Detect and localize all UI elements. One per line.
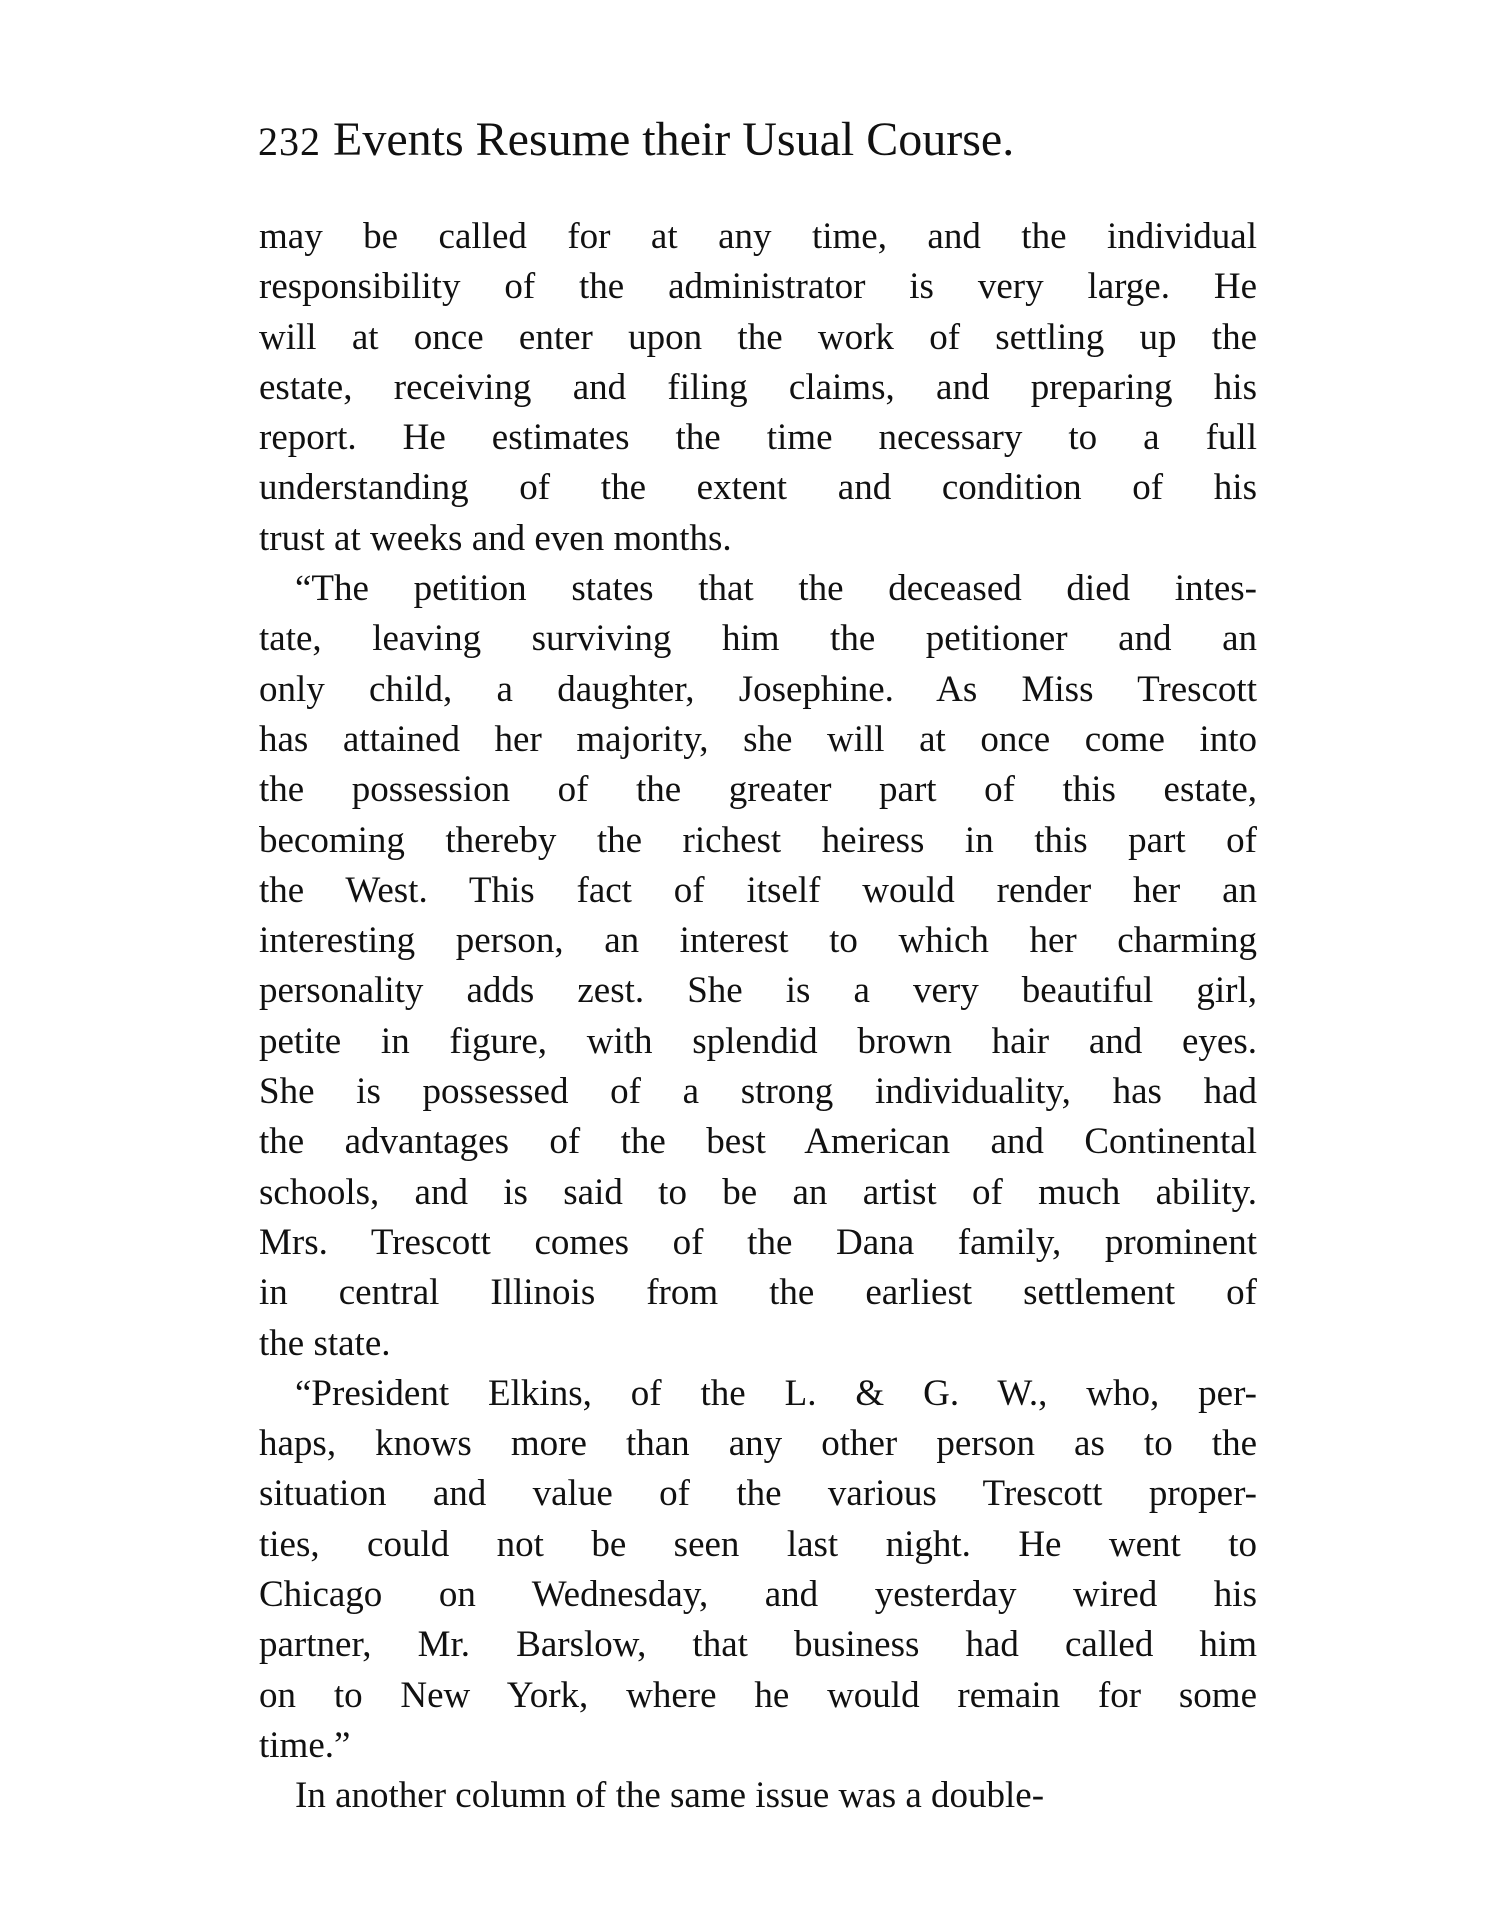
text-line: Mrs. Trescott comes of the Dana family, prominent bbox=[259, 1221, 1257, 1263]
text-line: becoming thereby the richest heiress in this part of bbox=[259, 819, 1257, 861]
text-line: responsibility of the administrator is very large. He bbox=[259, 266, 1257, 308]
text-line: situation and value of the various Trescott proper- bbox=[259, 1473, 1257, 1515]
text-line: personality adds zest. She is a very beautiful girl, bbox=[259, 970, 1257, 1012]
text-line: tate, leaving surviving him the petitioner and an bbox=[259, 618, 1257, 660]
text-line: haps, knows more than any other person as to the bbox=[259, 1423, 1257, 1465]
text-line: in central Illinois from the earliest settlement of bbox=[259, 1272, 1257, 1314]
page-number: 232 bbox=[258, 119, 321, 164]
text-line: “The petition states that the deceased died intes- bbox=[295, 568, 1257, 610]
text-line: understanding of the extent and condition of his bbox=[259, 467, 1257, 509]
text-line: trust at weeks and even months. bbox=[259, 517, 732, 559]
text-line: has attained her majority, she will at once come into bbox=[259, 718, 1257, 760]
text-line: schools, and is said to be an artist of much ability. bbox=[259, 1171, 1257, 1213]
text-line: “President Elkins, of the L. & G. W., who, per- bbox=[295, 1372, 1257, 1414]
running-title: Events Resume their Usual Course. bbox=[333, 113, 1015, 166]
text-line: report. He estimates the time necessary to a full bbox=[259, 417, 1257, 459]
text-line: only child, a daughter, Josephine. As Miss Trescott bbox=[259, 668, 1257, 710]
page-body-text bbox=[259, 212, 1257, 1822]
text-line: partner, Mr. Barslow, that business had called him bbox=[259, 1624, 1257, 1666]
text-line: In another column of the same issue was a double- bbox=[295, 1775, 1045, 1817]
text-line: time.” bbox=[259, 1724, 351, 1766]
text-line: the advantages of the best American and Continental bbox=[259, 1121, 1257, 1163]
text-line: ties, could not be seen last night. He went to bbox=[259, 1523, 1257, 1565]
text-line: estate, receiving and filing claims, and preparing his bbox=[259, 366, 1257, 408]
text-line: the West. This fact of itself would render her an bbox=[259, 869, 1257, 911]
text-line: She is possessed of a strong individuality, has had bbox=[259, 1071, 1257, 1113]
text-line: petite in figure, with splendid brown hair and eyes. bbox=[259, 1020, 1257, 1062]
text-line: the possession of the greater part of this estate, bbox=[259, 769, 1257, 811]
text-line: the state. bbox=[259, 1322, 391, 1364]
text-line: may be called for at any time, and the individual bbox=[259, 216, 1257, 257]
text-line: Chicago on Wednesday, and yesterday wired his bbox=[259, 1574, 1257, 1616]
text-line: on to New York, where he would remain for some bbox=[259, 1674, 1257, 1716]
text-line: will at once enter upon the work of settling up the bbox=[259, 316, 1257, 358]
running-header bbox=[258, 112, 1014, 167]
text-line: interesting person, an interest to which her charming bbox=[259, 920, 1257, 962]
